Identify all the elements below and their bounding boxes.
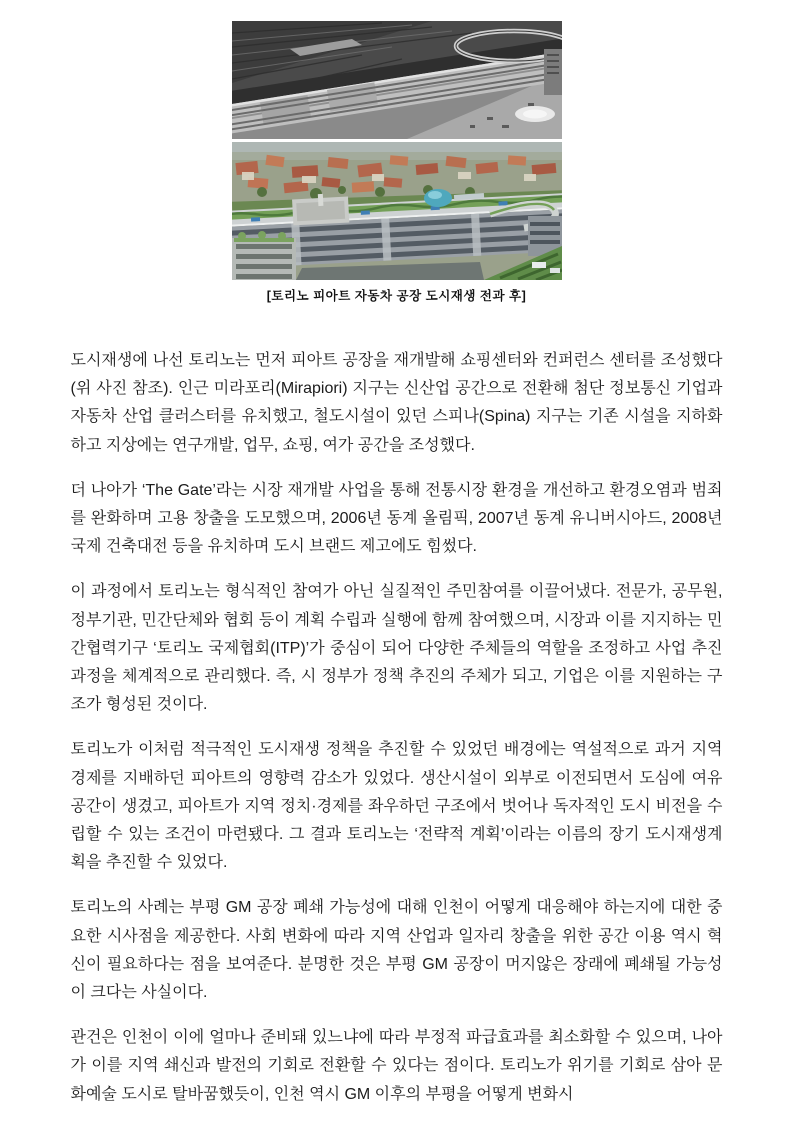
paragraph-fiat-influence-decline: 토리노가 이처럼 적극적인 도시재생 정책을 추진할 수 있었던 배경에는 역설적으로 과거 지역 경제를 지배하던 피아트의 영향력 감소가 있었다. 생산시설이 외부로 이전되면서 도심에 여유 공간이 생겼고, 피아트가 지역 정치·경제를 좌우하던 구조에서 벗어나 독자적인 도시 비전을 수립할 수 있는 조건이 마련됐다. 그 결과 토리노는 ‘전략적 계획’이라는 이름의 장기 도시재생계획을 추진할 수 있었다.	[70, 741, 723, 872]
figure-caption: [토리노 피아트 자동차 공장 도시재생 전과 후]	[266, 289, 527, 303]
paragraph-bupyeong-gm-implications: 토리노의 사례는 부평 GM 공장 폐쇄 가능성에 대해 인천이 어떻게 대응해야 하는지에 대한 중요한 시사점을 제공한다. 사회 변화에 따라 지역 산업과 일자리 창출을 위한 공간 이용 역시 혁신이 필요하다는 점을 보여준다. 분명한 것은 부평 GM 공장이 머지않은 장래에 폐쇄될 가능성이 크다는 사실이다.	[70, 899, 723, 1002]
paragraph-citizen-participation: 이 과정에서 토리노는 형식적인 참여가 아닌 실질적인 주민참여를 이끌어냈다. 전문가, 공무원, 정부기관, 민간단체와 협회 등이 계획 수립과 실행에 함께 참여했으며, 시장과 이를 지지하는 민간협력기구 ‘토리노 국제협회(ITP)’가 중심이 되어 다양한 주체들의 역할을 조정하고 사업 추진 과정을 체계적으로 관리했다. 즉, 시 정부가 정책 추진의 주체가 되고, 기업은 이를 지원하는 구조가 형성된 것이다.	[70, 583, 723, 714]
article-body	[71, 347, 723, 1109]
historical-aerial-photo	[232, 21, 562, 139]
paragraph-the-gate-project: 더 나아가 ‘The Gate’라는 시장 재개발 사업을 통해 전통시장 환경을 개선하고 환경오염과 범죄를 완화하며 고용 창출을 도모했으며, 2006년 동계 올림픽, 2007년 동계 유니버시아드, 2008년 국제 건축대전 등을 유치하며 도시 브랜드 제고에도 힘썼다.	[70, 481, 723, 556]
paragraph-urban-regeneration: 도시재생에 나선 토리노는 먼저 피아트 공장을 재개발해 쇼핑센터와 컨퍼런스 센터를 조성했다(위 사진 참조). 인근 미라포리(Mirapiori) 지구는 신산업 공간으로 전환해 첨단 정보통신 기업과 자동차 산업 클러스터를 유치했고, 철도시설이 있던 스피나(Spina) 지구는 기존 시설을 지하화하고 지상에는 연구개발, 업무, 쇼핑, 여가 공간을 조성했다.	[70, 352, 723, 454]
modern-aerial-photo	[232, 142, 562, 280]
paragraph-incheon-preparedness: 관건은 인천이 이에 얼마나 준비돼 있느냐에 따라 부정적 파급효과를 최소화할 수 있으며, 나아가 이를 지역 쇄신과 발전의 기회로 전환할 수 있다는 점이다. 토리노가 위기를 기회로 삼아 문화예술 도시로 탈바꿈했듯이, 인천 역시 GM 이후의 부평을 어떻게 변화시	[70, 1029, 723, 1103]
figure-turin-fiat-factory	[232, 21, 562, 304]
